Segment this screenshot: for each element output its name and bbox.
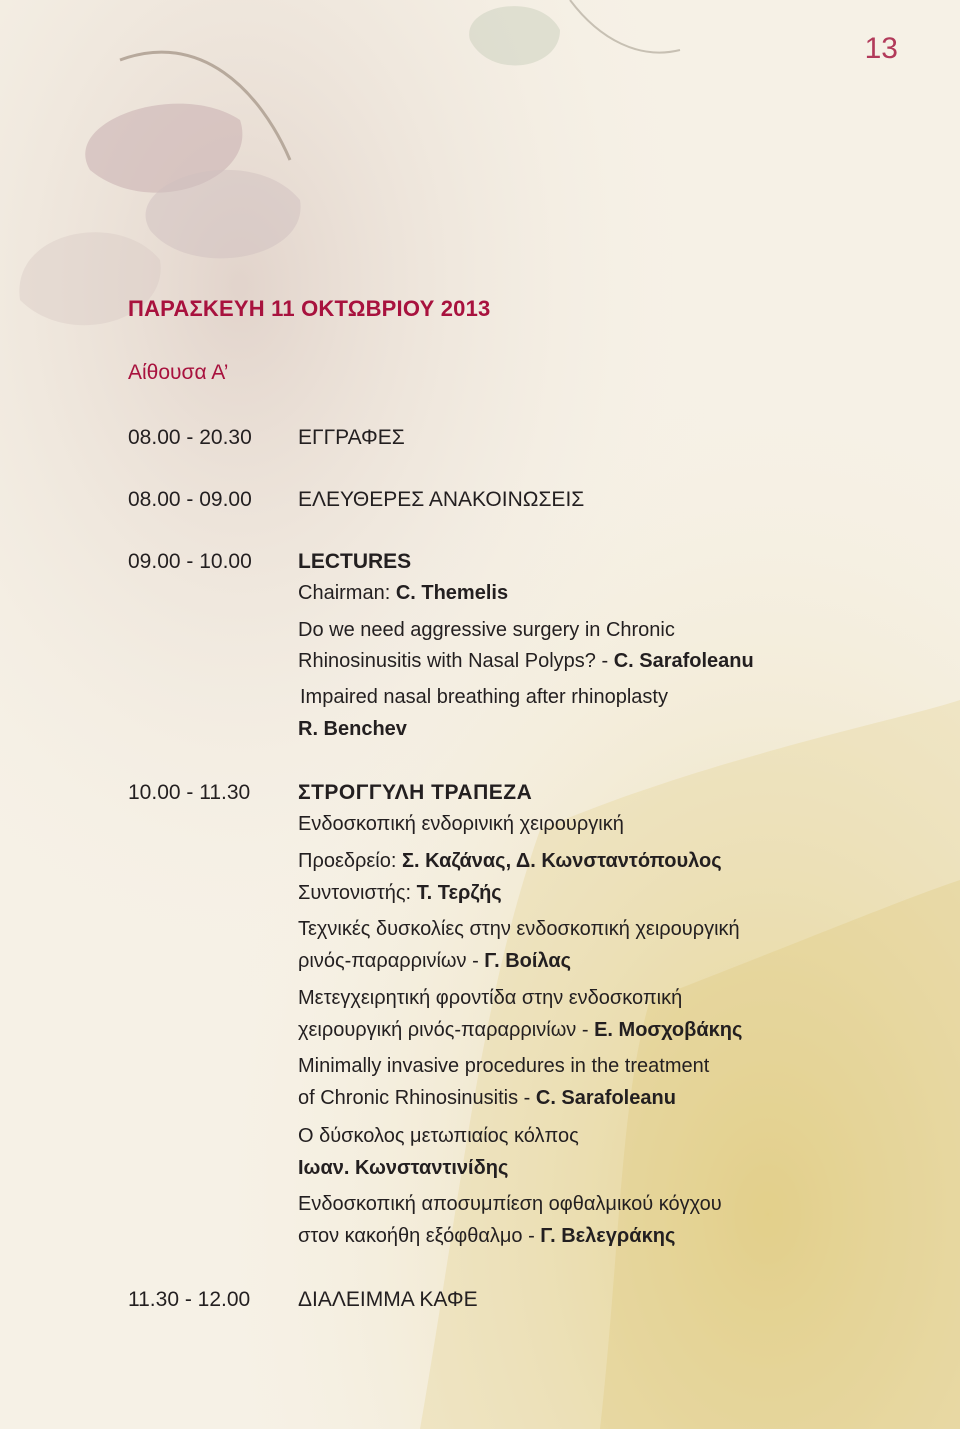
- session-time: 08.00 - 20.30: [128, 426, 252, 449]
- talk-title: Μετεγχειρητική φροντίδα στην ενδοσκοπική: [298, 987, 683, 1009]
- talk-title-cont: χειρουργική ρινός-παραρρινίων -: [298, 1019, 595, 1041]
- talk-title: [298, 1087, 676, 1110]
- session-time: 10.00 - 11.30: [128, 781, 251, 804]
- board-line: [298, 850, 722, 873]
- hall-label: Αίθουσα Α’: [128, 361, 229, 384]
- talk-title: Ο δύσκολος μετωπιαίος κόλπος: [298, 1125, 579, 1147]
- talk-title: Impaired nasal breathing after rhinoplasty: [300, 686, 668, 708]
- talk-title-cont: στον κακοήθη εξόφθαλμο -: [298, 1225, 541, 1247]
- session-title: ΕΓΓΡΑΦΕΣ: [298, 426, 405, 449]
- coordinator-label: Συντονιστής:: [298, 882, 417, 904]
- page-title: ΠΑΡΑΣΚΕΥΗ 11 ΟΚΤΩΒΡΙΟΥ 2013: [128, 296, 491, 321]
- talk-speaker: Γ. Βελεγράκης: [540, 1225, 676, 1247]
- talk-speaker: C. Sarafoleanu: [535, 1087, 676, 1109]
- talk-speaker: Ιωαν. Κωνσταντινίδης: [298, 1157, 509, 1179]
- talk-title: Ενδοσκοπική αποσυμπίεση οφθαλμικού κόγχου: [298, 1193, 722, 1215]
- talk-title: Τεχνικές δυσκολίες στην ενδοσκοπική χειρουργική: [298, 918, 740, 940]
- session-time: 08.00 - 09.00: [128, 488, 252, 511]
- talk-title-cont: ρινός-παραρρινίων -: [298, 950, 485, 972]
- talk-title: [298, 950, 571, 973]
- chairman-name: C. Themelis: [395, 582, 509, 604]
- talk-title: [298, 650, 754, 673]
- coordinator-name: Τ. Τερζής: [416, 882, 502, 904]
- talk-speaker: R. Benchev: [298, 718, 407, 740]
- board-label: Προεδρείο:: [298, 850, 402, 872]
- session-subtitle: Ενδοσκοπική ενδορινική χειρουργική: [298, 813, 624, 835]
- session-time: 09.00 - 10.00: [128, 550, 252, 573]
- session-title: ΕΛΕΥΘΕΡΕΣ ΑΝΑΚΟΙΝΩΣΕΙΣ: [298, 488, 585, 511]
- chairman-line: [298, 582, 508, 605]
- session-title: LECTURES: [298, 550, 412, 573]
- board-names: Σ. Καζάνας, Δ. Κωνσταντόπουλος: [401, 850, 722, 872]
- talk-title: [298, 1019, 742, 1042]
- talk-title: Do we need aggressive surgery in Chronic: [298, 619, 675, 641]
- session-title: ΣΤΡΟΓΓΥΛΗ ΤΡΑΠΕΖΑ: [298, 781, 533, 804]
- talk-speaker: C. Sarafoleanu: [613, 650, 754, 672]
- talk-speaker: Γ. Βοίλας: [484, 950, 572, 972]
- session-time: 11.30 - 12.00: [128, 1288, 251, 1311]
- talk-title: [298, 1225, 675, 1248]
- talk-title-cont: Rhinosinusitis with Nasal Polyps? -: [298, 650, 614, 672]
- coordinator-line: [298, 882, 502, 905]
- talk-title: Minimally invasive procedures in the treatment: [298, 1055, 710, 1077]
- talk-title-cont: of Chronic Rhinosinusitis -: [298, 1087, 536, 1109]
- session-title: ΔΙΑΛΕΙΜΜΑ ΚΑΦΕ: [298, 1288, 478, 1311]
- chairman-label: Chairman:: [298, 582, 396, 604]
- talk-speaker: Ε. Μοσχοβάκης: [594, 1019, 743, 1041]
- page-number: 13: [864, 32, 898, 65]
